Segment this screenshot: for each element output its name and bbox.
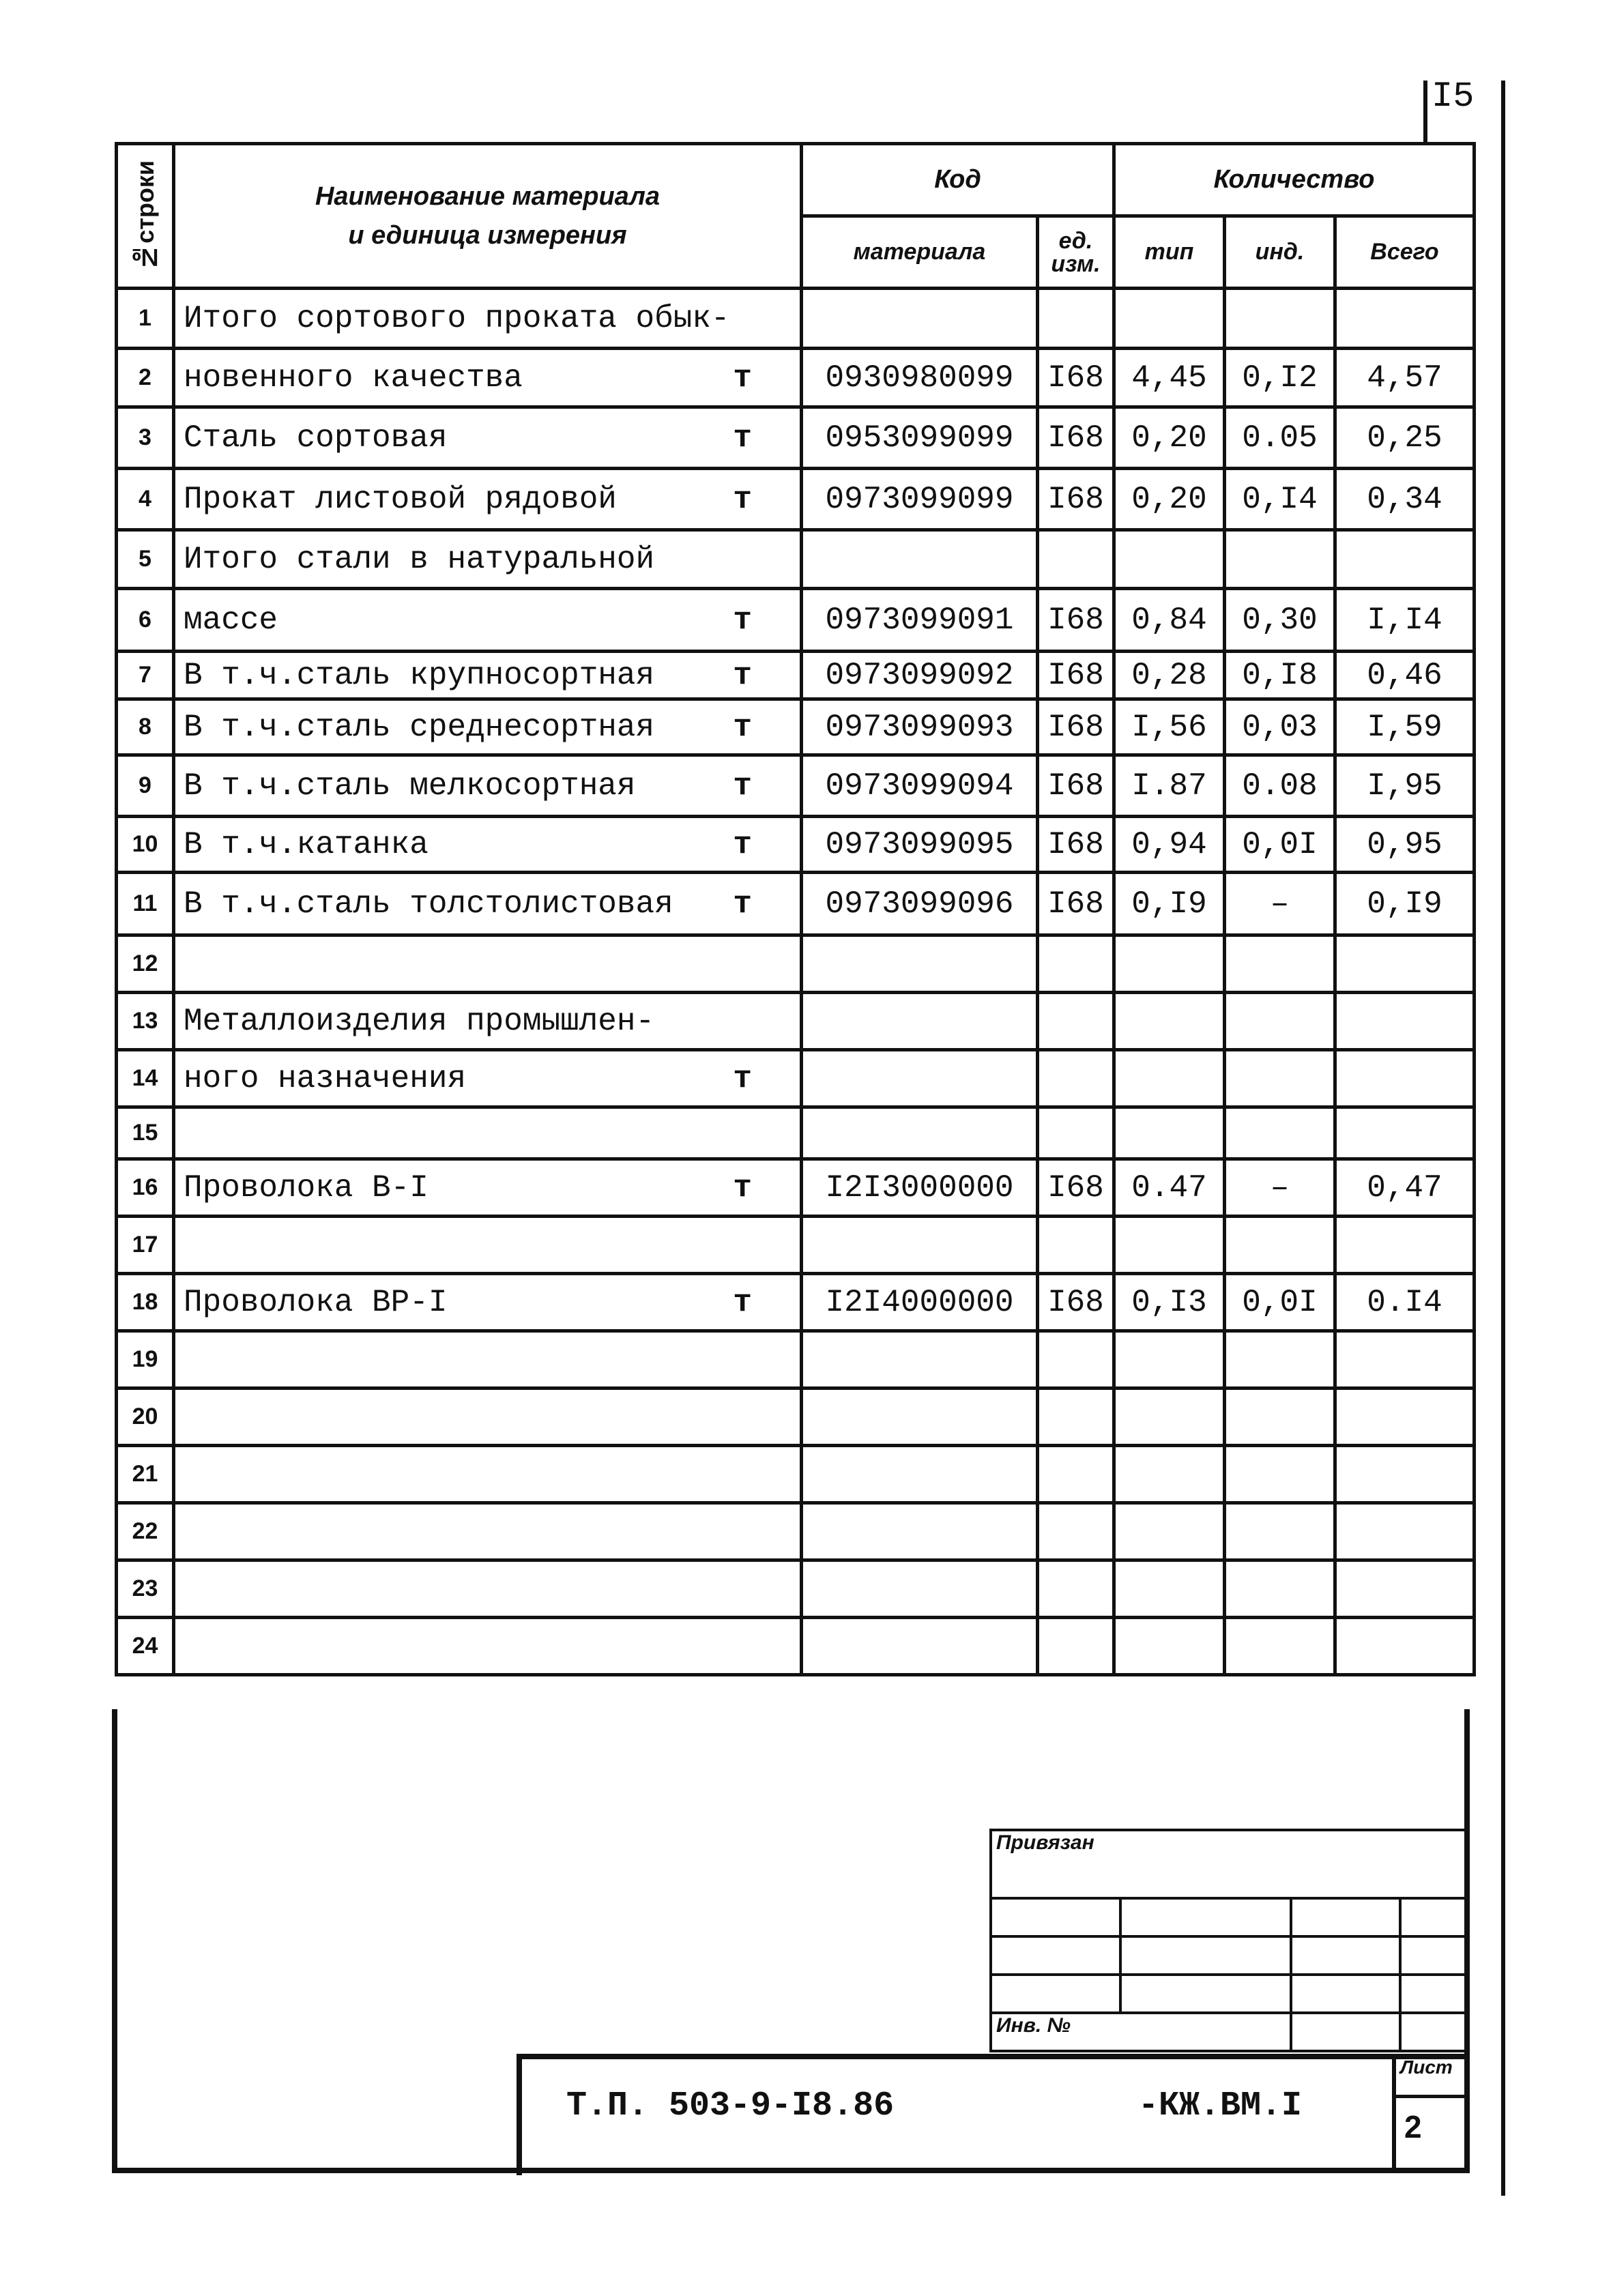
material-name-cell <box>174 755 802 817</box>
material-name-cell <box>174 935 802 993</box>
material-code: 0973099099 <box>802 469 1038 530</box>
material-code <box>802 993 1038 1050</box>
material-name-cell <box>174 817 802 873</box>
table-row <box>117 407 1475 469</box>
qty-total: I,95 <box>1335 755 1475 817</box>
material-code: 0973099096 <box>802 873 1038 935</box>
stamp-cell <box>1291 2013 1400 2051</box>
material-name-cell <box>174 289 802 349</box>
unit-code: I68 <box>1038 1159 1114 1217</box>
qty-total: 0.I4 <box>1335 1274 1475 1331</box>
qty-type <box>1114 1503 1225 1560</box>
qty-ind <box>1225 1446 1335 1503</box>
stamp-cell <box>1291 1936 1400 1975</box>
qty-type: I.87 <box>1114 755 1225 817</box>
measure-unit: т <box>733 360 752 396</box>
table-row <box>117 1050 1475 1107</box>
table-row <box>117 589 1475 652</box>
measure-unit: т <box>733 657 752 693</box>
material-name: новенного качества <box>184 360 523 396</box>
unit-code: I68 <box>1038 699 1114 755</box>
sheet-box <box>1392 2054 1468 2170</box>
document-code: Т.П. 503-9-I8.86 <box>566 2087 895 2125</box>
material-name-cell <box>174 652 802 699</box>
row-number: 3 <box>117 407 174 469</box>
table-row <box>117 1331 1475 1389</box>
table-row <box>117 349 1475 407</box>
qty-ind: 0,03 <box>1225 699 1335 755</box>
qty-total: 0,47 <box>1335 1159 1475 1217</box>
material-code-header: материала <box>802 216 1038 289</box>
unit-code: I68 <box>1038 873 1114 935</box>
unit-header: ед. изм. <box>1038 216 1114 289</box>
material-name-cell <box>174 1389 802 1446</box>
qty-ind: 0.08 <box>1225 755 1335 817</box>
material-name: Сталь сортовая <box>184 420 448 456</box>
material-name-cell <box>174 1217 802 1274</box>
qty-ind: 0,0I <box>1225 817 1335 873</box>
material-code <box>802 935 1038 993</box>
right-margin-rule <box>1501 81 1505 2196</box>
row-number: 10 <box>117 817 174 873</box>
table-row <box>117 1217 1475 1274</box>
row-number: 6 <box>117 589 174 652</box>
qty-total <box>1335 1560 1475 1618</box>
material-name: Итого сортового проката обык- <box>184 300 730 336</box>
qty-total <box>1335 993 1475 1050</box>
material-name: Металлоизделия промышлен- <box>184 1003 655 1039</box>
row-number: 12 <box>117 935 174 993</box>
material-name-cell <box>174 1331 802 1389</box>
table-row <box>117 817 1475 873</box>
material-code: 0973099091 <box>802 589 1038 652</box>
table-row <box>117 530 1475 589</box>
unit-code <box>1038 1618 1114 1675</box>
qty-total <box>1335 1446 1475 1503</box>
qty-total <box>1335 1618 1475 1675</box>
unit-code: I68 <box>1038 469 1114 530</box>
material-code <box>802 530 1038 589</box>
measure-unit: т <box>733 1060 752 1096</box>
row-number: 21 <box>117 1446 174 1503</box>
table-row <box>117 699 1475 755</box>
material-name-cell <box>174 589 802 652</box>
material-code: 0953099099 <box>802 407 1038 469</box>
row-number: 14 <box>117 1050 174 1107</box>
sheet-divider <box>1396 2095 1468 2098</box>
row-number: 17 <box>117 1217 174 1274</box>
qty-total <box>1335 935 1475 993</box>
qty-ind <box>1225 1560 1335 1618</box>
qty-type <box>1114 1331 1225 1389</box>
qty-ind: – <box>1225 1159 1335 1217</box>
table-row <box>117 1274 1475 1331</box>
qty-total: 0,46 <box>1335 652 1475 699</box>
qty-total <box>1335 1389 1475 1446</box>
material-name-cell <box>174 530 802 589</box>
material-code <box>802 1618 1038 1675</box>
material-name: Проволока ВР-I <box>184 1284 448 1320</box>
row-number: 2 <box>117 349 174 407</box>
material-name-cell <box>174 1560 802 1618</box>
unit-code: I68 <box>1038 817 1114 873</box>
sheet-label: Лист <box>1400 2057 1453 2078</box>
qty-total: I,I4 <box>1335 589 1475 652</box>
unit-code <box>1038 1217 1114 1274</box>
measure-unit: т <box>733 1169 752 1206</box>
material-name: В т.ч.сталь толстолистовая <box>184 886 673 922</box>
name-header-line2: и единица измерения <box>348 220 627 250</box>
unit-code: I68 <box>1038 1274 1114 1331</box>
qty-ind <box>1225 1389 1335 1446</box>
material-code: 0930980099 <box>802 349 1038 407</box>
row-number: 16 <box>117 1159 174 1217</box>
table-row <box>117 1159 1475 1217</box>
material-name-cell <box>174 1274 802 1331</box>
stamp-cell <box>1291 1975 1400 2013</box>
stamp-cell <box>1120 1898 1291 1936</box>
row-number: 11 <box>117 873 174 935</box>
unit-code: I68 <box>1038 652 1114 699</box>
qty-type: 0.47 <box>1114 1159 1225 1217</box>
material-name: ного назначения <box>184 1060 467 1096</box>
unit-code: I68 <box>1038 755 1114 817</box>
unit-code: I68 <box>1038 407 1114 469</box>
material-code: I2I4000000 <box>802 1274 1038 1331</box>
qty-type <box>1114 1446 1225 1503</box>
table-row <box>117 755 1475 817</box>
material-code <box>802 1446 1038 1503</box>
table-row <box>117 1618 1475 1675</box>
unit-code <box>1038 1050 1114 1107</box>
name-header-line1: Наименование материала <box>315 181 661 211</box>
row-number: 8 <box>117 699 174 755</box>
table-row <box>117 652 1475 699</box>
qty-type <box>1114 530 1225 589</box>
material-table <box>115 142 1476 1676</box>
qty-total <box>1335 1217 1475 1274</box>
table-row <box>117 873 1475 935</box>
qty-ind: 0,I8 <box>1225 652 1335 699</box>
material-name-cell <box>174 699 802 755</box>
qty-type: 0,84 <box>1114 589 1225 652</box>
table-row <box>117 1560 1475 1618</box>
material-name-cell <box>174 349 802 407</box>
row-number: 15 <box>117 1107 174 1159</box>
material-code: 0973099093 <box>802 699 1038 755</box>
qty-type: 0,28 <box>1114 652 1225 699</box>
material-name: В т.ч.сталь крупносортная <box>184 657 655 693</box>
stamp-cell <box>991 1975 1120 2013</box>
row-number: 13 <box>117 993 174 1050</box>
rownum-header: №строки <box>130 160 159 272</box>
material-code <box>802 1560 1038 1618</box>
row-number: 24 <box>117 1618 174 1675</box>
table-row <box>117 289 1475 349</box>
measure-unit: т <box>733 768 752 804</box>
qty-type: 0,20 <box>1114 407 1225 469</box>
unit-code <box>1038 1107 1114 1159</box>
row-number: 4 <box>117 469 174 530</box>
measure-unit: т <box>733 420 752 456</box>
material-code: I2I3000000 <box>802 1159 1038 1217</box>
unit-code <box>1038 1560 1114 1618</box>
frame-left <box>112 1709 117 2173</box>
material-name-cell <box>174 993 802 1050</box>
approval-stamp <box>989 1829 1467 2052</box>
material-code <box>802 1331 1038 1389</box>
qty-type: 0,I3 <box>1114 1274 1225 1331</box>
qty-ind <box>1225 993 1335 1050</box>
qty-type: I,56 <box>1114 699 1225 755</box>
row-number: 22 <box>117 1503 174 1560</box>
measure-unit: т <box>733 602 752 638</box>
document-mark: -КЖ.ВМ.I <box>1138 2087 1303 2125</box>
material-name-cell <box>174 873 802 935</box>
qty-total: 0,95 <box>1335 817 1475 873</box>
total-header: Всего <box>1335 216 1475 289</box>
header-row-top <box>117 144 1475 216</box>
row-number: 18 <box>117 1274 174 1331</box>
stamp-cell <box>1400 2013 1466 2051</box>
unit-code: I68 <box>1038 589 1114 652</box>
sheet-number: 2 <box>1404 2109 1422 2145</box>
qty-type: 0,20 <box>1114 469 1225 530</box>
qty-type <box>1114 1107 1225 1159</box>
qty-ind: – <box>1225 873 1335 935</box>
table-row <box>117 1446 1475 1503</box>
qty-type <box>1114 935 1225 993</box>
qty-ind: 0,I4 <box>1225 469 1335 530</box>
qty-ind: 0,I2 <box>1225 349 1335 407</box>
page-number: I5 <box>1432 76 1475 117</box>
qty-ind <box>1225 1050 1335 1107</box>
unit-code <box>1038 289 1114 349</box>
material-code: 0973099094 <box>802 755 1038 817</box>
measure-unit: т <box>733 826 752 862</box>
material-name: Прокат листовой рядовой <box>184 481 617 517</box>
qty-ind <box>1225 1217 1335 1274</box>
stamp-cell <box>991 1898 1120 1936</box>
qty-total: 0,I9 <box>1335 873 1475 935</box>
stamp-cell <box>1400 1975 1466 2013</box>
unit-code <box>1038 530 1114 589</box>
material-name-cell <box>174 1446 802 1503</box>
qty-total: 0,25 <box>1335 407 1475 469</box>
unit-code <box>1038 1389 1114 1446</box>
measure-unit: т <box>733 886 752 922</box>
qty-total <box>1335 289 1475 349</box>
qty-ind <box>1225 1503 1335 1560</box>
material-code: 0973099092 <box>802 652 1038 699</box>
material-code <box>802 1503 1038 1560</box>
qty-total <box>1335 530 1475 589</box>
qty-total <box>1335 1503 1475 1560</box>
row-number: 7 <box>117 652 174 699</box>
stamp-cell <box>1120 1936 1291 1975</box>
material-code <box>802 1107 1038 1159</box>
row-number: 20 <box>117 1389 174 1446</box>
material-name: массе <box>184 602 278 638</box>
material-name-cell <box>174 1050 802 1107</box>
code-header: Код <box>802 144 1114 216</box>
qty-ind: 0,0I <box>1225 1274 1335 1331</box>
table-row <box>117 1503 1475 1560</box>
qty-total <box>1335 1331 1475 1389</box>
unit-code: I68 <box>1038 349 1114 407</box>
type-header: тип <box>1114 216 1225 289</box>
measure-unit: т <box>733 1284 752 1320</box>
qty-ind: 0,30 <box>1225 589 1335 652</box>
material-name-cell <box>174 469 802 530</box>
unit-code <box>1038 993 1114 1050</box>
qty-type <box>1114 1389 1225 1446</box>
qty-total <box>1335 1107 1475 1159</box>
qty-ind <box>1225 289 1335 349</box>
stamp-cell <box>1120 1975 1291 2013</box>
page-number-rule <box>1423 81 1427 143</box>
material-name-cell <box>174 1618 802 1675</box>
material-name: Проволока В-I <box>184 1169 429 1206</box>
table-row <box>117 1107 1475 1159</box>
rownum-header-cell <box>117 144 174 289</box>
stamp-cell <box>991 1936 1120 1975</box>
qty-ind <box>1225 935 1335 993</box>
qty-type: 4,45 <box>1114 349 1225 407</box>
stamp-cell <box>1400 1936 1466 1975</box>
material-code <box>802 1217 1038 1274</box>
unit-code <box>1038 935 1114 993</box>
unit-code <box>1038 1503 1114 1560</box>
material-code <box>802 289 1038 349</box>
qty-type: 0,I9 <box>1114 873 1225 935</box>
stamp-cell <box>1400 1898 1466 1936</box>
material-name: Итого стали в натуральной <box>184 541 655 577</box>
table-row <box>117 1389 1475 1446</box>
material-name: В т.ч.сталь среднесортная <box>184 709 655 745</box>
table-row <box>117 993 1475 1050</box>
measure-unit: т <box>733 481 752 517</box>
material-name-cell <box>174 407 802 469</box>
qty-type <box>1114 1618 1225 1675</box>
qty-ind: 0.05 <box>1225 407 1335 469</box>
row-number: 5 <box>117 530 174 589</box>
qty-total: 4,57 <box>1335 349 1475 407</box>
qty-type: 0,94 <box>1114 817 1225 873</box>
qty-type <box>1114 289 1225 349</box>
measure-unit: т <box>733 709 752 745</box>
material-name-cell <box>174 1107 802 1159</box>
quantity-header: Количество <box>1114 144 1475 216</box>
unit-code <box>1038 1446 1114 1503</box>
qty-type <box>1114 1217 1225 1274</box>
name-header-cell <box>174 144 802 289</box>
qty-type <box>1114 1560 1225 1618</box>
qty-ind <box>1225 1618 1335 1675</box>
attached-label: Привязан <box>991 1830 1466 1898</box>
material-name: В т.ч.катанка <box>184 826 429 862</box>
material-code <box>802 1389 1038 1446</box>
qty-ind <box>1225 530 1335 589</box>
material-name-cell <box>174 1159 802 1217</box>
qty-ind <box>1225 1107 1335 1159</box>
stamp-cell <box>1291 1898 1400 1936</box>
material-code: 0973099095 <box>802 817 1038 873</box>
qty-total: 0,34 <box>1335 469 1475 530</box>
row-number: 9 <box>117 755 174 817</box>
material-code <box>802 1050 1038 1107</box>
inv-number-label: Инв. № <box>991 2013 1291 2051</box>
material-name: В т.ч.сталь мелкосортная <box>184 768 636 804</box>
qty-type <box>1114 1050 1225 1107</box>
row-number: 19 <box>117 1331 174 1389</box>
material-name-cell <box>174 1503 802 1560</box>
qty-total: I,59 <box>1335 699 1475 755</box>
row-number: 23 <box>117 1560 174 1618</box>
ind-header: инд. <box>1225 216 1335 289</box>
unit-code <box>1038 1331 1114 1389</box>
row-number: 1 <box>117 289 174 349</box>
qty-type <box>1114 993 1225 1050</box>
table-row <box>117 935 1475 993</box>
table-row <box>117 469 1475 530</box>
qty-total <box>1335 1050 1475 1107</box>
qty-ind <box>1225 1331 1335 1389</box>
